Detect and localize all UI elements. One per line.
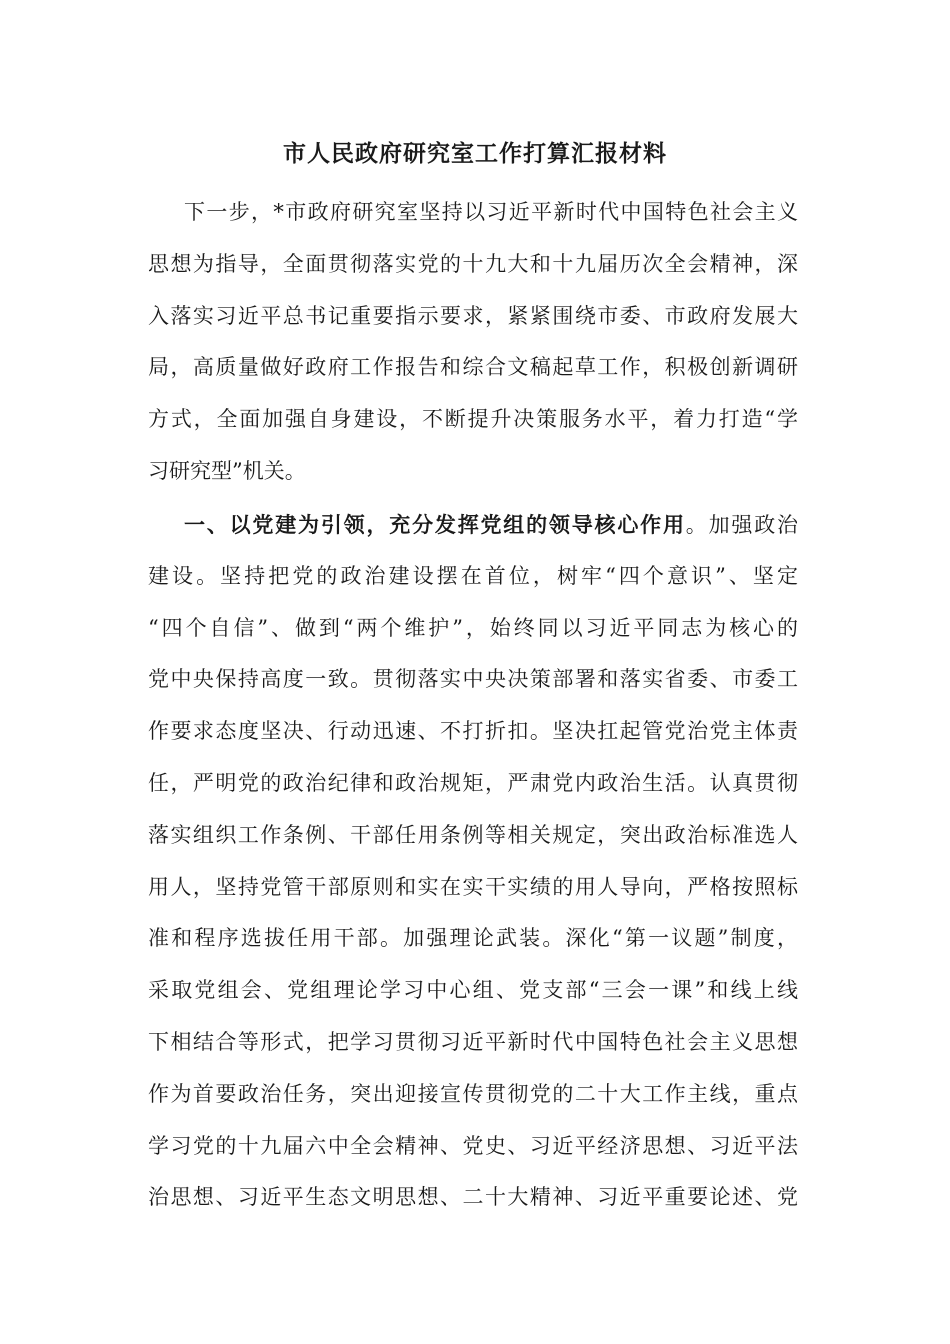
- paragraph-line: 建设。坚持把党的政治建设摆在首位，树牢“四个意识”、坚定: [148, 563, 798, 588]
- paragraph-line: 党中央保持高度一致。贯彻落实中央决策部署和落实省委、市委工: [148, 667, 798, 692]
- paragraph-line: 采取党组会、党组理论学习中心组、党支部“三会一课”和线上线: [148, 978, 798, 1003]
- paragraph-line: 方式，全面加强自身建设，不断提升决策服务水平，着力打造“学: [148, 407, 798, 432]
- paragraph-line: 落实组织工作条例、干部任用条例等相关规定，突出政治标准选人: [148, 822, 798, 847]
- paragraph-line: 治思想、习近平生态文明思想、二十大精神、习近平重要论述、党: [148, 1185, 798, 1210]
- document-title: 市人民政府研究室工作打算汇报材料: [283, 140, 667, 167]
- paragraph-line: 习研究型”机关。: [148, 458, 306, 483]
- paragraph-first-line: [148, 499, 798, 551]
- paragraph-line: 入落实习近平总书记重要指示要求，紧紧围绕市委、市政府发展大: [148, 303, 798, 328]
- section-heading: 一、以党建为引领，充分发挥党组的领导核心作用: [184, 512, 686, 537]
- paragraph-line: 作要求态度坚决、行动迅速、不打折扣。坚决扛起管党治党主体责: [148, 719, 798, 744]
- paragraph-line: 下相结合等形式，把学习贯彻习近平新时代中国特色社会主义思想: [148, 1029, 798, 1054]
- paragraph-line: 学习党的十九届六中全会精神、党史、习近平经济思想、习近平法: [148, 1133, 798, 1158]
- paragraph-line: 局，高质量做好政府工作报告和综合文稿起草工作，积极创新调研: [148, 355, 798, 380]
- paragraph-intro: [148, 187, 798, 498]
- paragraph-line: 下一步，*市政府研究室坚持以习近平新时代中国特色社会主义: [184, 200, 798, 224]
- paragraph-line: 用人，坚持党管干部原则和实在实干实绩的用人导向，严格按照标: [148, 874, 798, 899]
- paragraph-line: 思想为指导，全面贯彻落实党的十九大和十九届历次全会精神，深: [148, 251, 798, 276]
- paragraph-line: 作为首要政治任务，突出迎接宣传贯彻党的二十大工作主线，重点: [148, 1081, 798, 1106]
- paragraph-section-one: [148, 499, 798, 1224]
- paragraph-line: 任，严明党的政治纪律和政治规矩，严肃党内政治生活。认真贯彻: [148, 770, 798, 795]
- section-heading-continuation: 。加强政治: [685, 513, 799, 537]
- paragraph-line: 准和程序选拔任用干部。加强理论武装。深化“第一议题”制度，: [148, 926, 798, 951]
- paragraph-line: “四个自信”、做到“两个维护”，始终同以习近平同志为核心的: [148, 615, 798, 640]
